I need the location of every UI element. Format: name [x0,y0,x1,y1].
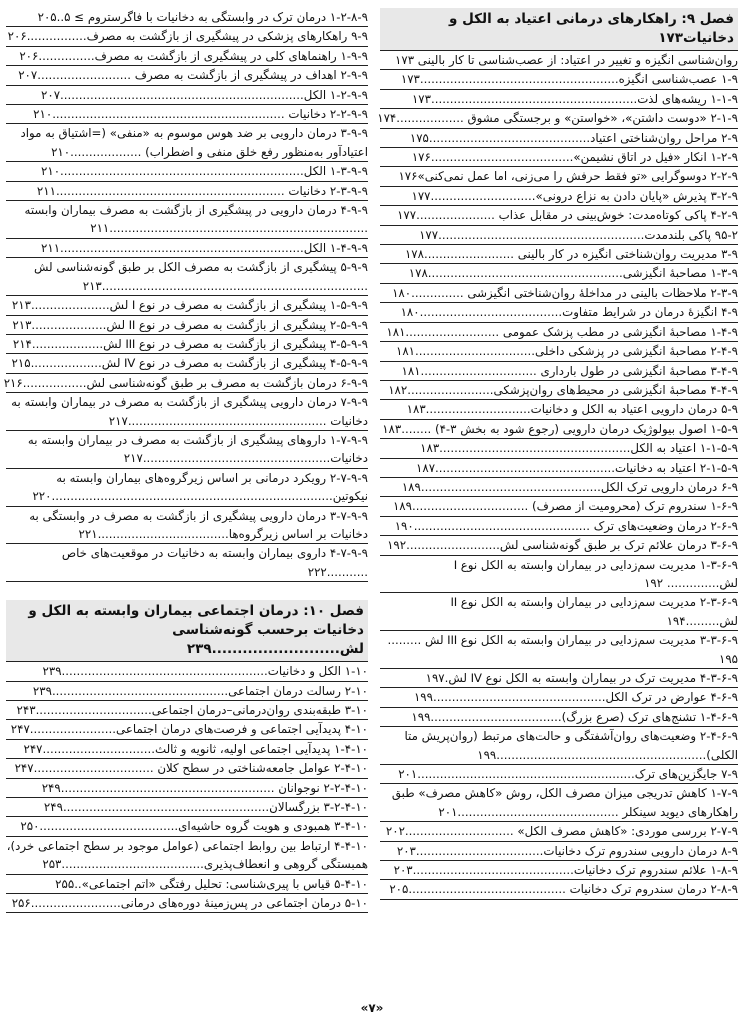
toc-entry: ۱-۲-۸-۹ درمان ترک در وابستگی به دخانیات با فاگرستروم ≥ ۵..۲۰۵ [6,8,368,27]
toc-entry: ۲-۳-۶-۹ مدیریت سم‌زدایی در بیماران وابسته به الکل نوع II لش.........۱۹۴ [380,593,738,631]
page-number: «۷» [360,1001,384,1015]
toc-entry: ۲-۵-۹-۹ پیشگیری از بازگشت به مصرف در نوع II لش....................۲۱۳ [6,316,368,335]
toc-entry: ۲-۷-۹ بررسی موردی: «کاهش مصرف الکل» .............................۲۰۲ [380,822,738,841]
toc-entry: ۹-۹ راهکارهای پزشکی در پیشگیری از بازگشت به مصرف................۲۰۶ [6,27,368,46]
toc-entry: ۳-۵-۹-۹ پیشگیری از بازگشت به مصرف در نوع III لش...................۲۱۴ [6,335,368,354]
toc-entry: ۴-۲-۹ پاکی کوتاه‌مدت: خوش‌بینی در مقابل عذاب .....................۱۷۷ [380,206,738,225]
toc-entry: ۱-۷-۹ کاهش تدریجی میزان مصرف الکل، روش «کاهش مصرف» طبق راهکارهای دیوید سینکلر ...........................................۲۰۱ [380,784,738,822]
toc-entry: ۲-۶-۹ درمان وضعیت‌های ترک ...............................................۱۹۰ [380,517,738,536]
toc-entry: ۲-۱-۹ «دوست داشتن»، «خواستن» و برجستگی مشوق ..................۱۷۴ [380,109,738,128]
toc-entry: ۲-۱-۵-۹ اعتیاد به دخانیات................................................۱۸۷ [380,459,738,478]
toc-entry: ۱-۹ عصب‌شناسی انگیزه.....................................................۱۷۳ [380,70,738,89]
toc-entry: ۲-۹ مراحل روان‌شناختی اعتیاد...........................................۱۷۵ [380,129,738,148]
toc-entry: ۱-۲-۹ انکار «فیل در اتاق نشیمن»......................................۱۷۶ [380,148,738,167]
toc-entry: ۴-۶-۹ عوارض در ترک الکل..............................................۱۹۹ [380,688,738,707]
toc-entry: ۲-۷-۹-۹ رویکرد درمانی بر اساس زیرگروه‌های بیماران وابسته به نیکوتین...........................................................................۲۲۰ [6,469,368,507]
toc-entry: ۴-۴-۱۰ ارتباط بین روابط اجتماعی (عوامل موجود بر سطح اجتماعی خرد)، همبستگی گروهی و انعطاف‌پذیری......................................۲۵۳ [6,837,368,875]
toc-entry: ۱-۴-۹-۹ الکل.................................................................۲۱۱ [6,239,368,258]
toc-entry: ۴-۱۰ پدیدآیی اجتماعی و فرصت‌های درمان اجتماعی.......................۲۴۷ [6,720,368,739]
toc-entry: ۶-۹-۹ درمان بازگشت به مصرف بر طبق گونه‌شناسی لش.................۲۱۶ [6,374,368,393]
toc-entry: روان‌شناسی انگیزه و تغییر در اعتیاد: از عصب‌شناسی تا کار بالینی ۱۷۳ [380,51,738,70]
toc-entry: ۲-۲-۹-۹ دخانیات ..............................................................۲۱۰ [6,105,368,124]
toc-entry: ۲-۱۰ رسالت درمان اجتماعی...............................................۲۳۹ [6,682,368,701]
toc-entry: ۲-۲-۴-۱۰ نوجوانان .........................................................۲۴۹ [6,779,368,798]
toc-entry: ۱-۴-۹ مصاحبهٔ انگیزشی در مطب پزشک عمومی .........................۱۸۱ [380,323,738,342]
toc-entry: ۱-۲-۹-۹ الکل.................................................................۲۰۷ [6,86,368,105]
toc-entry: ۴-۴-۹ مصاحبهٔ انگیزشی در محیط‌های روان‌پزشکی.......................۱۸۲ [380,381,738,400]
toc-entry: ۱-۵-۹-۹ پیشگیری از بازگشت به مصرف در نوع I لش.....................۲۱۳ [6,296,368,315]
toc-entry: ۵-۱۰ درمان اجتماعی در پس‌زمینهٔ دوره‌های درمانی........................۲۵۶ [6,894,368,913]
toc-entry: ۸-۹ درمان دارویی سندروم ترک دخانیات..................................۲۰۳ [380,842,738,861]
toc-entry: ۹۵-۲ پاکی بلندمدت.......................................................۱۷۷ [380,226,738,245]
toc-entry: ۳-۷-۹-۹ درمان دارویی پیشگیری از بازگشت به مصرف در وابستگی به دخانیات بر اساس زیرگروه‌ها...................................۲۲۱ [6,507,368,545]
chapter-9-header: فصل ۹: راهکارهای درمانی اعتیاد به الکل و دخانیات۱۷۳ [380,8,738,51]
toc-entry: ۳-۲-۴-۱۰ بزرگسالان.......................................................۲۴۹ [6,798,368,817]
toc-entry: ۵-۹ درمان دارویی اعتیاد به الکل و دخانیات............................۱۸۳ [380,400,738,419]
toc-entry: ۳-۲-۹ پذیرش «پایان دادن به نزاع درونی»............................۱۷۷ [380,187,738,206]
toc-entry: ۱-۴-۱۰ پدیدآیی اجتماعی اولیه، ثانویه و ثالث..............................۲۴۷ [6,740,368,759]
chapter-10-header: فصل ۱۰: درمان اجتماعی بیماران وابسته به الکل و دخانیات برحسب گونه‌شناسی لش.........................۲۳۹ [6,600,368,662]
toc-entry: ۱-۳-۹ مصاحبهٔ انگیزشی....................................................۱۷۸ [380,264,738,283]
toc-entry: ۲-۹-۹ اهداف در پیشگیری از بازگشت به مصرف .........................۲۰۷ [6,66,368,85]
toc-entry: ۱-۴-۶-۹ تشنج‌های ترک (صرع بزرگ)...................................۱۹۹ [380,708,738,727]
toc-entry: ۳-۴-۱۰ همبودی و هویت گروه حاشیه‌ای.....................................۲۵۰ [6,817,368,836]
toc-entry: ۳-۹ مدیریت روان‌شناختی انگیزه در کار بالینی ........................۱۷۸ [380,245,738,264]
toc-entry: ۱-۹-۹ راهنماهای کلی در پیشگیری از بازگشت به مصرف...............۲۰۶ [6,47,368,66]
toc-entry: ۲-۴-۶-۹ وضعیت‌های روان‌آشفتگی و حالت‌های مرتبط (روان‌پریش متا الکلی)........................................................۱۹۹ [380,727,738,765]
chapter-10-entries [6,662,368,913]
toc-entry: ۵-۴-۱۰ قیاس با پیری‌شناسی: تحلیل رفتگی «اتم اجتماعی»..۲۵۵ [6,875,368,894]
chapter-9-entries [377,51,738,900]
toc-entry: ۶-۹ درمان دارویی ترک الکل................................................۱۸۹ [380,478,738,497]
toc-left-column [3,8,368,913]
toc-entry: ۱-۵-۹ اصول بیولوژیک درمان دارویی (رجوع شود به بخش ۳-۴) ........۱۸۳ [380,420,738,439]
toc-entry: ۴-۹ انگیزهٔ درمان در شرایط متفاوت......................................۱۸۰ [380,303,738,322]
toc-right-column [377,8,738,900]
toc-entry: ۱-۳-۹-۹ الکل.................................................................۲۱۰ [6,162,368,181]
toc-entry: ۱-۶-۹ سندروم ترک (محرومیت از مصرف) ...............................۱۸۹ [380,497,738,516]
toc-entry: ۳-۳-۶-۹ مدیریت سم‌زدایی در بیماران وابسته به الکل نوع III لش ......... ۱۹۵ [380,631,738,669]
toc-entry: ۳-۱۰ طبقه‌بندی روان‌درمانی–درمان اجتماعی...............................۲۴۳ [6,701,368,720]
toc-entry: ۲-۲-۹ دوسوگرایی «تو فقط حرفش را می‌زنی، اما عمل نمی‌کنی»۱۷۶ [380,167,738,186]
toc-entry: ۳-۴-۹ مصاحبهٔ انگیزشی در طول بارداری ...............................۱۸۱ [380,362,738,381]
toc-entry: ۱-۳-۶-۹ مدیریت سم‌زدایی در بیماران وابسته به الکل نوع I لش.............. ۱۹۲ [380,556,738,594]
toc-entry: ۱-۱-۵-۹ اعتیاد به الکل...................................................۱۸۳ [380,439,738,458]
toc-entry: ۲-۳-۹-۹ دخانیات .............................................................۲۱۱ [6,182,368,201]
toc-entry: ۱-۱-۹ ریشه‌های لذت.......................................................۱۷۳ [380,90,738,109]
toc-entry: ۷-۹ جایگزین‌های ترک..........................................................۲۰۱ [380,765,738,784]
toc-entry: ۵-۹-۹ پیشگیری از بازگشت به مصرف الکل بر طبق گونه‌شناسی لش .......................................................................۲۱۳ [6,258,368,296]
toc-entry: ۲-۳-۹ ملاحظات بالینی در مداخلهٔ روان‌شناختی انگیزشی ..............۱۸۰ [380,284,738,303]
toc-entry: ۱-۱۰ الکل و دخانیات.......................................................۲۳۹ [6,662,368,681]
chapter-9-continued-entries [3,8,368,582]
toc-entry: ۲-۸-۹ درمان سندروم ترک دخانیات ..........................................۲۰۵ [380,880,738,899]
toc-entry: ۴-۳-۶-۹ مدیریت ترک در بیماران وابسته به الکل نوع IV لش.۱۹۷ [380,669,738,688]
toc-entry: ۴-۹-۹ درمان دارویی در پیشگیری از بازگشت به مصرف بیماران وابسته .....................................................................۲۱۱ [6,201,368,239]
toc-entry: ۷-۹-۹ درمان دارویی پیشگیری از بازگشت به مصرف در بیماران وابسته به دخانیات .....................................................۲۱۷ [6,393,368,431]
toc-entry: ۱-۸-۹ علائم سندروم ترک دخانیات...........................................۲۰۳ [380,861,738,880]
toc-entry: ۲-۴-۹ مصاحبهٔ انگیزشی در پزشکی داخلی................................۱۸۱ [380,342,738,361]
toc-entry: ۳-۶-۹ درمان علائم ترک بر طبق گونه‌شناسی لش.........................۱۹۲ [380,536,738,555]
toc-entry: ۴-۷-۹-۹ داروی بیماران وابسته به دخانیات در موقعیت‌های خاص ...........۲۲۲ [6,544,368,582]
toc-entry: ۴-۵-۹-۹ پیشگیری از بازگشت به مصرف در نوع IV لش...................۲۱۵ [6,354,368,373]
toc-entry: ۳-۹-۹ درمان دارویی بر ضد هوس موسوم به «منفی» (=اشتیاق به مواد اعتیادآور به‌منظور رفع خلق منفی و اضطراب) ...................۲۱۰ [6,124,368,162]
toc-entry: ۲-۴-۱۰ عوامل جامعه‌شناختی در سطح کلان ................................۲۴۷ [6,759,368,778]
toc-entry: ۱-۷-۹-۹ داروهای پیشگیری از بازگشت به مصرف در بیماران وابسته به دخانیات..................................................۲۱۷ [6,431,368,469]
